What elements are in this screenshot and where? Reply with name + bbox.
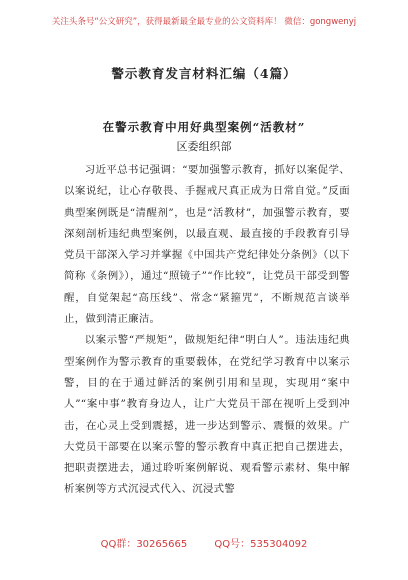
watermark-banner: 关注头条号“公文研究”，获得最新最全最专业的公文资料库！ 微信：gongwenyj [51, 17, 357, 27]
body-paragraph: 以案示警“严规矩”，做规矩纪律“明白人”。违法违纪典型案例作为警示教育的重要载体，在党纪学习教育中以案示警，目的在于通过鲜活的案例引用和呈现，实现用“案中人”“案中事”教育身边人，让广大党员干部在视听上受到冲击，在心灵上受到震撼，进一步达到警示、震慑的效果。广大党员干部要在以案示警的警示教育中真正把自己摆进去，把职责摆进去，通过聆听案例解说、观看警示素材、集中解析案例等方式沉浸式代入、沉浸式警 [64, 334, 350, 496]
document-title: 警示教育发言材料汇编（4篇） [111, 66, 297, 81]
body-paragraph: 习近平总书记强调：“要加强警示教育，抓好以案促学、以案说纪，让心存敬畏、手握戒尺真正成为日常自觉。”反面典型案例既是“清醒剂”，也是“活教材”，加强警示教育，要深刻剖析违纪典型案例，以最直观、最直接的手段教育引导党员干部深入学习并掌握《中国共产党纪律处分条例》（以下简称《条例》），通过“照镜子”“作比较”，让党员干部受到警醒，自觉架起“高压线”、常念“紧箍咒”，不断规范言谈举止，做到清正廉洁。 [64, 164, 350, 326]
contact-footer [0, 539, 408, 551]
qq-group-number: QQ群：30265665 [100, 539, 188, 550]
qq-number: QQ号：535304092 [214, 539, 308, 550]
article-author: 区委组织部 [176, 140, 232, 153]
article-title: 在警示教育中用好典型案例“活教材” [102, 120, 306, 134]
article-body [64, 160, 350, 501]
